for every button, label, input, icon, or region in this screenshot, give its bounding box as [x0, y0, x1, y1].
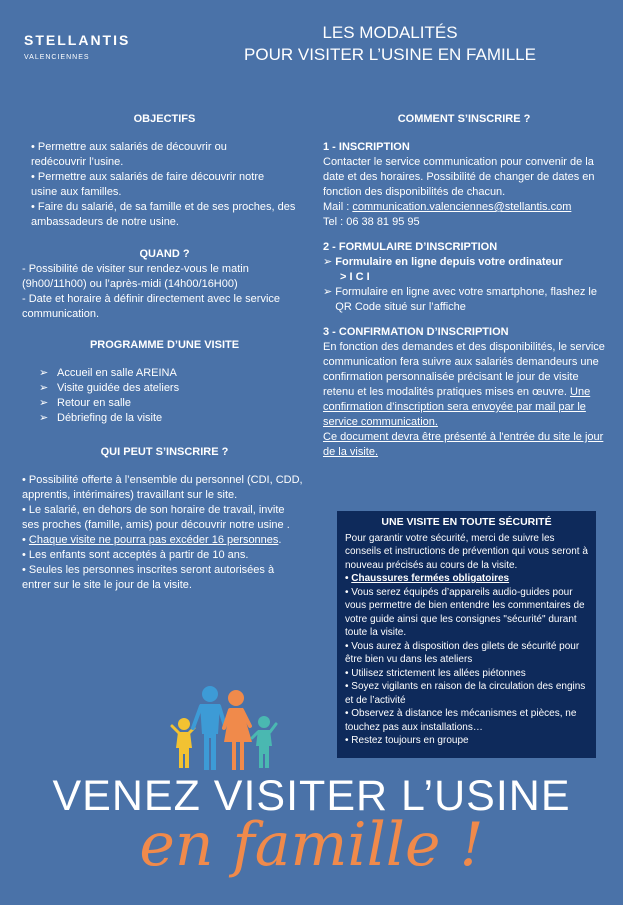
quand-item: - Date et horaire à définir directement avec le service communication. — [22, 293, 281, 320]
slogan-line1: VENEZ VISITER L’USINE — [52, 772, 571, 820]
logo-brand: STELLANTIS — [24, 32, 131, 48]
quand-item: - Possibilité de visiter sur rendez-vous le matin (9h00/11h00) ou l’après-midi (14h00/16H00) — [22, 263, 249, 290]
securite-item: • Vous serez équipés d’appareils audio-guides pour vous permettre de bien entendre les commentaires de votre guide ainsi que les consignes "sécurité" durant toute la visite. — [345, 586, 585, 638]
quand-section — [22, 247, 307, 322]
qui-item: • Possibilité offerte à l’ensemble du personnel (CDI, CDD, apprentis, intérimaires) travaillant sur le site. — [22, 474, 303, 501]
qui-section — [22, 445, 307, 593]
qui-item: • Chaque visite ne pourra pas excéder 16 personnes. — [22, 534, 282, 546]
mail-line: Mail : communication.valenciennes@stellantis.com — [323, 201, 572, 213]
programme-item: ➢ Accueil en salle AREINA — [39, 367, 177, 379]
securite-item: • Restez toujours en groupe — [345, 735, 469, 746]
tel-line: Tel : 06 38 81 95 95 — [323, 216, 420, 228]
qui-item: • Seules les personnes inscrites seront autorisées à entrer sur le site le jour de la visite. — [22, 564, 275, 591]
arrow-icon: ➢ — [323, 256, 336, 268]
qui-item: • Le salarié, en dehors de son horaire de travail, invite ses proches (famille, amis) pour découvrir notre usine . — [22, 504, 290, 531]
qui-item: • Les enfants sont acceptés à partir de 10 ans. — [22, 549, 249, 561]
objectif-item: • Faire du salarié, de sa famille et de ses proches, des ambassadeurs de notre usine. — [31, 201, 296, 228]
title-line2: POUR VISITER L’USINE EN FAMILLE — [244, 45, 536, 64]
securite-item: • Vous aurez à disposition des gilets de sécurité pour être bien vu dans les ateliers — [345, 640, 580, 665]
objectifs-section — [22, 112, 307, 230]
securite-heading: UNE VISITE EN TOUTE SÉCURITÉ — [381, 516, 552, 528]
qui-heading: QUI PEUT S’INSCRIRE ? — [100, 446, 229, 458]
securite-shoes: • Chaussures fermées obligatoires — [345, 573, 510, 584]
slogan-line2: en famille ! — [139, 810, 484, 880]
title-line1: LES MODALITÉS — [322, 23, 458, 42]
arrow-icon: ➢ — [39, 397, 49, 409]
page-title — [200, 22, 580, 66]
objectif-item: • Permettre aux salariés de découvrir ou redécouvrir l’usine. — [31, 141, 227, 168]
securite-item: • Observez à distance les mécanismes et pièces, ne touchez pas aux installations… — [345, 708, 577, 733]
securite-item: • Utilisez strictement les allées piétonnes — [345, 667, 526, 679]
programme-item: ➢ Visite guidée des ateliers — [39, 382, 180, 394]
mail-link[interactable]: communication.valenciennes@stellantis.com — [352, 201, 572, 213]
programme-section — [22, 338, 307, 426]
inscription-section — [323, 112, 605, 460]
programme-item: ➢ Retour en salle — [39, 397, 131, 409]
step2-item: ➢ Formulaire en ligne avec votre smartphone, flashez le QR Code situé sur l’affiche — [323, 286, 597, 313]
securite-intro: Pour garantir votre sécurité, merci de suivre les conseils et instructions de prévention qui vous seront à nouveau précisés au cours de la visite. — [345, 532, 588, 571]
arrow-icon: ➢ — [323, 286, 336, 298]
quand-heading: QUAND ? — [139, 248, 190, 260]
step2-title: 2 - FORMULAIRE D’INSCRIPTION — [323, 241, 498, 253]
ici-link[interactable]: > I C I — [340, 271, 370, 283]
securite-box — [337, 511, 596, 758]
step1-text: Contacter le service communication pour convenir de la date et des horaires. Possibilité de changer de dates en fonction des disponibilités de chacun. — [323, 156, 595, 198]
programme-heading: PROGRAMME D’UNE VISITE — [89, 339, 240, 351]
securite-item: • Soyez vigilants en raison de la circulation des engins et de l’activité — [345, 681, 586, 706]
arrow-icon: ➢ — [39, 367, 49, 379]
stellantis-logo — [24, 32, 130, 61]
step2-item: ➢ Formulaire en ligne depuis votre ordinateur — [323, 256, 563, 268]
objectifs-heading: OBJECTIFS — [133, 113, 196, 125]
inscription-heading: COMMENT S’INSCRIRE ? — [397, 113, 531, 125]
objectif-item: • Permettre aux salariés de faire découvrir notre usine aux familles. — [31, 171, 265, 198]
logo-site: VALENCIENNES — [24, 54, 90, 61]
programme-item: ➢ Débriefing de la visite — [39, 412, 163, 424]
arrow-icon: ➢ — [39, 382, 49, 394]
family-icon — [168, 682, 278, 772]
arrow-icon: ➢ — [39, 412, 49, 424]
step1-title: 1 - INSCRIPTION — [323, 141, 410, 153]
step3-text: En fonction des demandes et des disponibilités, le service communication fera suivre aux salariés demandeurs une confirmation personnalisée précisant le jour de visite retenu et les modalités pratiques mises en œuvre. Une confirmation d’inscription sera envoyée par mail par le service communication. Ce document devra être présenté à l'entrée du site le jour de la visite. — [323, 341, 605, 458]
step3-title: 3 - CONFIRMATION D’INSCRIPTION — [323, 326, 509, 338]
